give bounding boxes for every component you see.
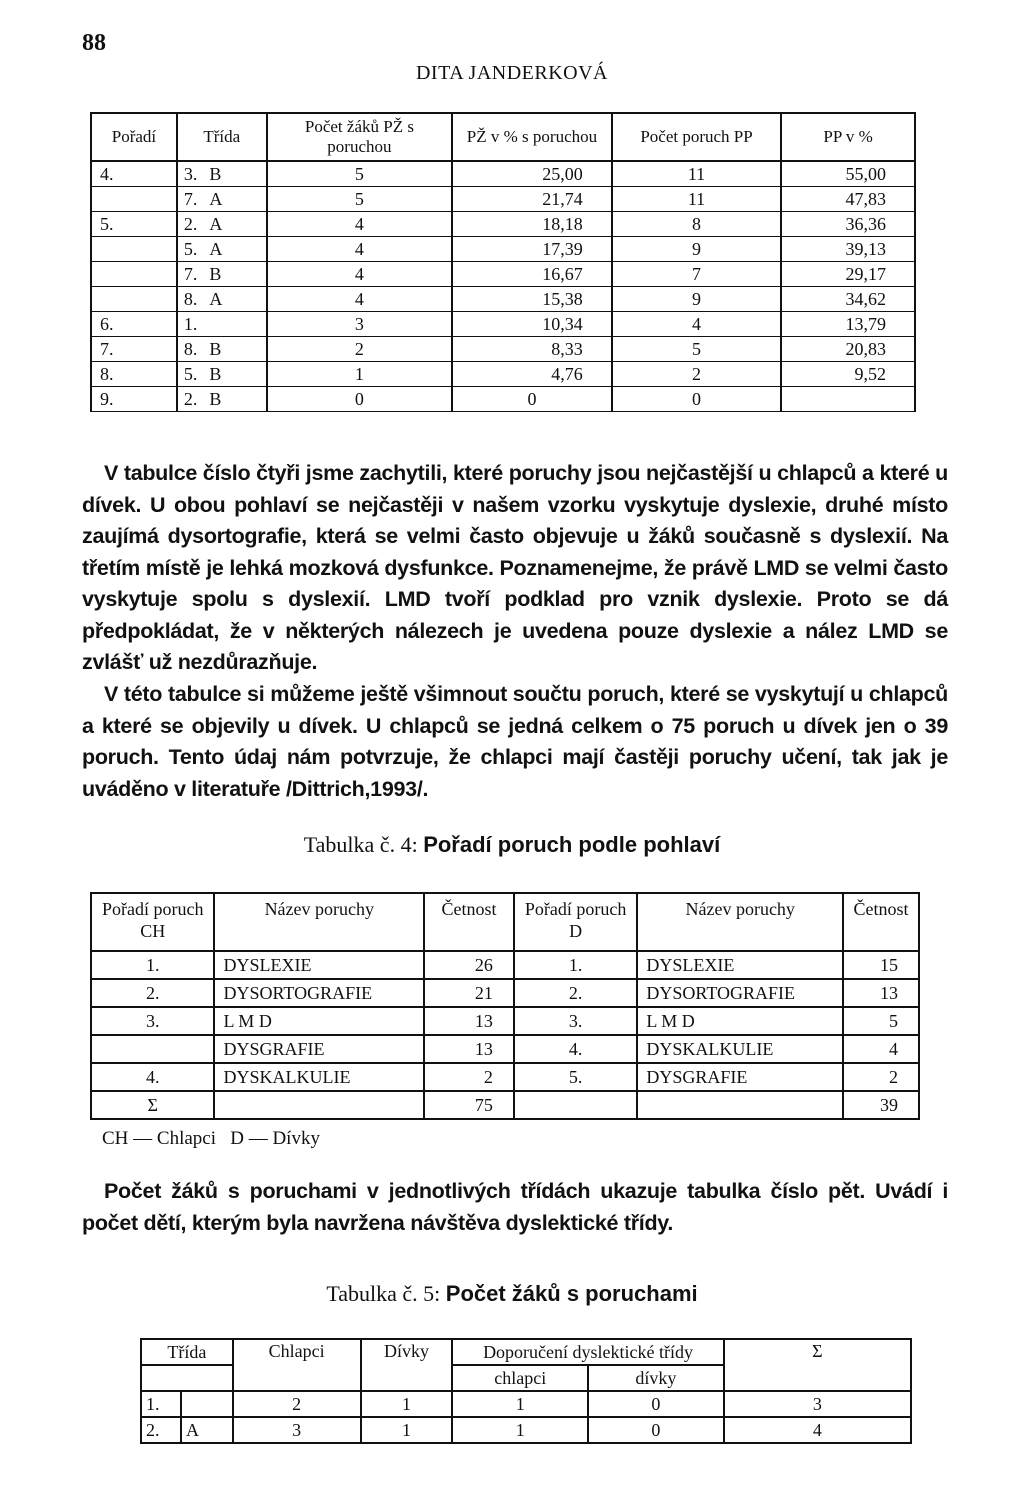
pupil-percent-cell: 15,38 (452, 287, 612, 312)
disorder-name-boys-cell: DYSGRAFIE (214, 1035, 424, 1063)
table-row (91, 161, 915, 187)
frequency-girls-cell: 5 (843, 1007, 919, 1035)
disorder-name-girls-cell: L M D (637, 1007, 843, 1035)
table-row (91, 337, 915, 362)
class-letter: B (209, 389, 222, 409)
table-row (91, 262, 915, 287)
rank-cell: 6. (91, 312, 177, 337)
disorder-name-girls-cell: DYSORTOGRAFIE (637, 979, 843, 1007)
table-row (91, 1035, 919, 1063)
pupil-percent-cell: 16,67 (452, 262, 612, 287)
table-caption (0, 1281, 1024, 1307)
rank-cell: 4. (91, 161, 177, 187)
disorder-count-cell: 11 (612, 187, 781, 212)
table-row (91, 212, 915, 237)
disorder-count-cell: 11 (612, 161, 781, 187)
disorder-percent-cell: 13,79 (781, 312, 915, 337)
disorder-name-boys-cell: DYSORTOGRAFIE (214, 979, 424, 1007)
running-head: DITA JANDERKOVÁ (415, 62, 608, 84)
class-cell (177, 312, 267, 337)
pupil-percent-cell: 0 (452, 387, 612, 412)
column-header: Pořadí poruch CH (91, 893, 214, 951)
table-row (141, 1417, 911, 1443)
rank-boys-cell: 1. (91, 951, 214, 979)
disorder-name-boys-cell: DYSLEXIE (214, 951, 424, 979)
frequency-girls-cell: 13 (843, 979, 919, 1007)
body-paragraph-text: V této tabulce si můžeme ještě všimnout součtu poruch, které se vyskytují u chlapců a které se objevily u dívek. U chlapců se jedná celkem o 75 poruch u dívek jen o 39 poruch. Tento údaj nám potvrzuje, že chlapci mají častěji poruchy učení, tak jak je uváděno v literatuře /Dittrich,1993/. (82, 682, 948, 801)
table-header-row (91, 893, 919, 951)
disorder-percent-cell: 29,17 (781, 262, 915, 287)
disorder-count-cell: 9 (612, 237, 781, 262)
rank-boys-cell: 2. (91, 979, 214, 1007)
column-header: Název poruchy (637, 893, 843, 951)
rank-cell (91, 287, 177, 312)
class-number: 3. (183, 164, 198, 184)
disorder-percent-cell: 9,52 (781, 362, 915, 387)
rank-girls-cell (514, 1091, 637, 1119)
class-number: 2. (183, 214, 198, 234)
sum-cell: 4 (724, 1417, 911, 1443)
boys-cell: 2 (233, 1391, 361, 1417)
girls-cell: 1 (361, 1417, 453, 1443)
class-number: 1. (183, 314, 198, 334)
rank-cell (91, 237, 177, 262)
class-letter-cell (181, 1391, 233, 1417)
class-cell (177, 212, 267, 237)
class-letter: B (209, 364, 222, 384)
class-letter: A (209, 289, 223, 309)
table-legend: CH — Chlapci D — Dívky (102, 1128, 320, 1149)
disorder-percent-cell: 20,83 (781, 337, 915, 362)
rank-girls-cell: 3. (514, 1007, 637, 1035)
girls-cell: 1 (361, 1391, 453, 1417)
table-row (91, 237, 915, 262)
frequency-boys-cell: 13 (424, 1007, 514, 1035)
column-header: Pořadí poruch D (514, 893, 637, 951)
boys-cell: 3 (233, 1417, 361, 1443)
table-row (141, 1391, 911, 1417)
column-header: Třída (141, 1339, 233, 1365)
body-paragraph-text: V tabulce číslo čtyři jsme zachytili, které poruchy jsou nejčastější u chlapců a které u dívek. U obou pohlaví se nejčastěji v našem vzorku vyskytuje dyslexie, druhé místo zaujímá dysortografie, která se velmi často objevuje u žáků současně s dyslexií. Na třetím místě je lehká mozková dysfunkce. Poznamenejme, že právě LMD se velmi často vyskytuje spolu s dyslexií. LMD tvoří podklad pro vznik dyslexie. Proto se dá předpokládat, že v některých nálezech je uvedena pouze dyslexie a nález LMD se zvlášť už nezdůrazňuje. (82, 461, 948, 674)
class-letter-cell: A (181, 1417, 233, 1443)
pupil-count-cell: 0 (267, 387, 452, 412)
class-cell (177, 337, 267, 362)
table-header-row (141, 1339, 911, 1365)
rank-boys-cell: 4. (91, 1063, 214, 1091)
class-cell (177, 161, 267, 187)
rank-girls-cell: 1. (514, 951, 637, 979)
table-caption-prefix: Tabulka č. 4: (303, 832, 418, 857)
column-header: Σ (724, 1339, 911, 1391)
rank-cell (91, 187, 177, 212)
class-number: 7. (183, 189, 198, 209)
rank-boys-cell: 3. (91, 1007, 214, 1035)
class-number: 5. (183, 239, 198, 259)
body-paragraph (82, 679, 948, 805)
pupil-percent-cell: 25,00 (452, 161, 612, 187)
rank-cell: 5. (91, 212, 177, 237)
table-caption-title: Pořadí poruch podle pohlaví (423, 832, 721, 857)
page-number: 88 (82, 30, 106, 56)
table-row (91, 312, 915, 337)
class-letter: B (209, 339, 222, 359)
rank-cell: 8. (91, 362, 177, 387)
pupil-percent-cell: 8,33 (452, 337, 612, 362)
rank-cell (91, 262, 177, 287)
column-subheader: chlapci (452, 1365, 588, 1391)
rank-girls-cell: 5. (514, 1063, 637, 1091)
frequency-girls-sum-cell: 39 (843, 1091, 919, 1119)
disorder-count-cell: 9 (612, 287, 781, 312)
rank-cell: 7. (91, 337, 177, 362)
recommended-girls-cell: 0 (588, 1391, 724, 1417)
sum-cell: 3 (724, 1391, 911, 1417)
disorder-percent-cell (781, 387, 915, 412)
pupil-percent-cell: 17,39 (452, 237, 612, 262)
pupil-count-cell: 4 (267, 237, 452, 262)
disorder-name-boys-cell (214, 1091, 424, 1119)
rank-girls-cell: 2. (514, 979, 637, 1007)
recommended-boys-cell: 1 (452, 1391, 588, 1417)
column-header: Název poruchy (214, 893, 424, 951)
column-header: Dívky (361, 1339, 453, 1391)
frequency-boys-cell: 26 (424, 951, 514, 979)
class-number: 2. (183, 389, 198, 409)
frequency-girls-cell: 4 (843, 1035, 919, 1063)
class-number-cell: 2. (141, 1417, 181, 1443)
recommended-boys-cell: 1 (452, 1417, 588, 1443)
class-letter: A (209, 239, 223, 259)
body-paragraph (82, 458, 948, 679)
column-header: PŽ v % s poruchou (452, 113, 612, 161)
table-row (91, 1063, 919, 1091)
disorder-count-cell: 5 (612, 337, 781, 362)
disorder-name-girls-cell: DYSGRAFIE (637, 1063, 843, 1091)
class-cell (177, 362, 267, 387)
pupil-count-cell: 3 (267, 312, 452, 337)
class-letter: B (209, 264, 222, 284)
table-pupils-with-disorders (140, 1338, 912, 1444)
class-cell (177, 237, 267, 262)
disorder-count-cell: 2 (612, 362, 781, 387)
class-number: 7. (183, 264, 198, 284)
pupil-percent-cell: 4,76 (452, 362, 612, 387)
class-number: 8. (183, 339, 198, 359)
table-row (91, 187, 915, 212)
rank-boys-cell (91, 1035, 214, 1063)
body-paragraph (82, 1176, 948, 1239)
class-number-cell: 1. (141, 1391, 181, 1417)
table-row-sum (91, 1091, 919, 1119)
frequency-girls-cell: 2 (843, 1063, 919, 1091)
pupil-percent-cell: 21,74 (452, 187, 612, 212)
class-cell (177, 187, 267, 212)
column-header (141, 1365, 233, 1391)
frequency-boys-cell: 2 (424, 1063, 514, 1091)
table-row (91, 979, 919, 1007)
frequency-boys-cell: 13 (424, 1035, 514, 1063)
disorder-percent-cell: 39,13 (781, 237, 915, 262)
disorder-name-boys-cell: DYSKALKULIE (214, 1063, 424, 1091)
table-header-row (91, 113, 915, 161)
disorder-name-girls-cell (637, 1091, 843, 1119)
disorder-count-cell: 7 (612, 262, 781, 287)
column-header: Počet žáků PŽ s poruchou (267, 113, 452, 161)
column-subheader: dívky (588, 1365, 724, 1391)
table-class-ranking (90, 112, 916, 412)
table-row (91, 287, 915, 312)
pupil-count-cell: 1 (267, 362, 452, 387)
sum-label-cell: Σ (91, 1091, 214, 1119)
class-cell (177, 387, 267, 412)
table-row (91, 1007, 919, 1035)
class-cell (177, 287, 267, 312)
pupil-count-cell: 5 (267, 161, 452, 187)
pupil-count-cell: 2 (267, 337, 452, 362)
disorder-name-girls-cell: DYSLEXIE (637, 951, 843, 979)
table-row (91, 951, 919, 979)
disorder-count-cell: 8 (612, 212, 781, 237)
disorder-count-cell: 4 (612, 312, 781, 337)
table-disorder-order-by-gender (90, 892, 920, 1120)
disorder-name-girls-cell: DYSKALKULIE (637, 1035, 843, 1063)
disorder-count-cell: 0 (612, 387, 781, 412)
class-cell (177, 262, 267, 287)
frequency-boys-sum-cell: 75 (424, 1091, 514, 1119)
disorder-percent-cell: 34,62 (781, 287, 915, 312)
class-letter: A (209, 214, 223, 234)
body-paragraph-text: Počet žáků s poruchami v jednotlivých třídách ukazuje tabulka číslo pět. Uvádí i počet dětí, kterým byla navržena návštěva dyslektické třídy. (82, 1179, 948, 1235)
disorder-percent-cell: 55,00 (781, 161, 915, 187)
class-number: 5. (183, 364, 198, 384)
pupil-count-cell: 5 (267, 187, 452, 212)
pupil-count-cell: 4 (267, 262, 452, 287)
rank-cell: 9. (91, 387, 177, 412)
table-row (91, 362, 915, 387)
frequency-boys-cell: 21 (424, 979, 514, 1007)
table-caption (0, 832, 1024, 858)
pupil-count-cell: 4 (267, 212, 452, 237)
pupil-percent-cell: 18,18 (452, 212, 612, 237)
column-header: Doporučení dyslektické třídy (452, 1339, 723, 1365)
table-caption-prefix: Tabulka č. 5: (326, 1281, 441, 1306)
disorder-percent-cell: 47,83 (781, 187, 915, 212)
disorder-name-boys-cell: L M D (214, 1007, 424, 1035)
column-header: PP v % (781, 113, 915, 161)
table-caption-title: Počet žáků s poruchami (445, 1281, 698, 1306)
class-number: 8. (183, 289, 198, 309)
recommended-girls-cell: 0 (588, 1417, 724, 1443)
disorder-percent-cell: 36,36 (781, 212, 915, 237)
pupil-percent-cell: 10,34 (452, 312, 612, 337)
column-header: Pořadí (91, 113, 177, 161)
frequency-girls-cell: 15 (843, 951, 919, 979)
column-header: Chlapci (233, 1339, 361, 1391)
rank-girls-cell: 4. (514, 1035, 637, 1063)
column-header: Třída (177, 113, 267, 161)
class-letter: B (209, 164, 222, 184)
column-header: Četnost (843, 893, 919, 951)
table-row (91, 387, 915, 412)
column-header: Četnost (424, 893, 514, 951)
class-letter: A (209, 189, 223, 209)
pupil-count-cell: 4 (267, 287, 452, 312)
column-header: Počet poruch PP (612, 113, 781, 161)
